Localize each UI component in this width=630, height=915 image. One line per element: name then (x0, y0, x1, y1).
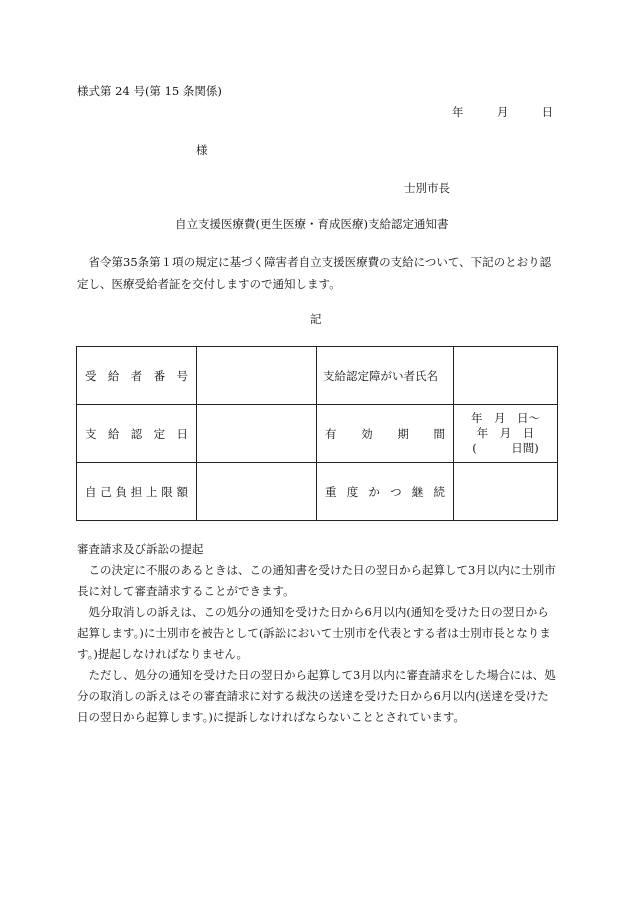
approval-date-value (197, 405, 317, 463)
table-row (77, 463, 558, 521)
recipient-number-value (197, 347, 317, 405)
addressee: 様 (196, 143, 208, 157)
appeal-paragraph-1: この決定に不服のあるときは、この通知書を受けた日の翌日から起算して3月以内に士別市長に対して審査請求することができます。 (77, 563, 556, 598)
severe-continuous-label: 重度かつ継続 (317, 463, 454, 521)
appeal-paragraph-3: ただし、処分の通知を受けた日の翌日から起算して3月以内に審査請求をした場合には、処分の取消しの訴えはその審査請求に対する裁決の送達を受けた日から6月以内(送達を受けた日の翌日から起算します。)に提訴しなければならないこととされています。 (77, 668, 556, 724)
date-month: 月 (496, 105, 509, 119)
validity-period-value (454, 405, 558, 463)
date-year: 年 (452, 105, 464, 119)
period-end: 年 月 日 (476, 426, 535, 440)
validity-period-label: 有効期間 (317, 405, 454, 463)
ki-marker: 記 (310, 312, 322, 326)
intro-paragraph: 省令第35条第１項の規定に基づく障害者自立支援医療費の支給について、下記のとおり認定し、医療受給者証を交付しますので通知します。 (77, 255, 552, 291)
table-row (77, 405, 558, 463)
copay-limit-value (197, 463, 317, 521)
document-title: 自立支援医療費(更生医療・育成医療)支給認定通知書 (175, 217, 449, 231)
period-start: 年 月 日～ (471, 411, 540, 425)
form-number: 様式第 24 号(第 15 条関係) (77, 84, 222, 98)
recipient-name-value (454, 347, 558, 405)
date-line (452, 104, 553, 120)
date-day: 日 (541, 105, 554, 119)
table-row (77, 347, 558, 405)
issuer: 士別市長 (404, 181, 450, 195)
info-table (76, 346, 558, 521)
recipient-name-label: 支給認定障がい者氏名 (317, 347, 454, 405)
appeal-heading: 審査請求及び訴訟の提起 (77, 542, 204, 556)
approval-date-label: 支給認定日 (77, 405, 197, 463)
appeal-section (77, 539, 559, 728)
recipient-number-label: 受給者番号 (77, 347, 197, 405)
period-days: ( 日間) (472, 441, 539, 455)
copay-limit-label: 自己負担上限額 (77, 463, 197, 521)
appeal-paragraph-2: 処分取消しの訴えは、この処分の通知を受けた日から6月以内(通知を受けた日の翌日から起算します。)に士別市を被告として(訴訟において士別市を代表とする者は士別市長となります。)提起しなければなりません。 (77, 605, 551, 661)
severe-continuous-value (454, 463, 558, 521)
